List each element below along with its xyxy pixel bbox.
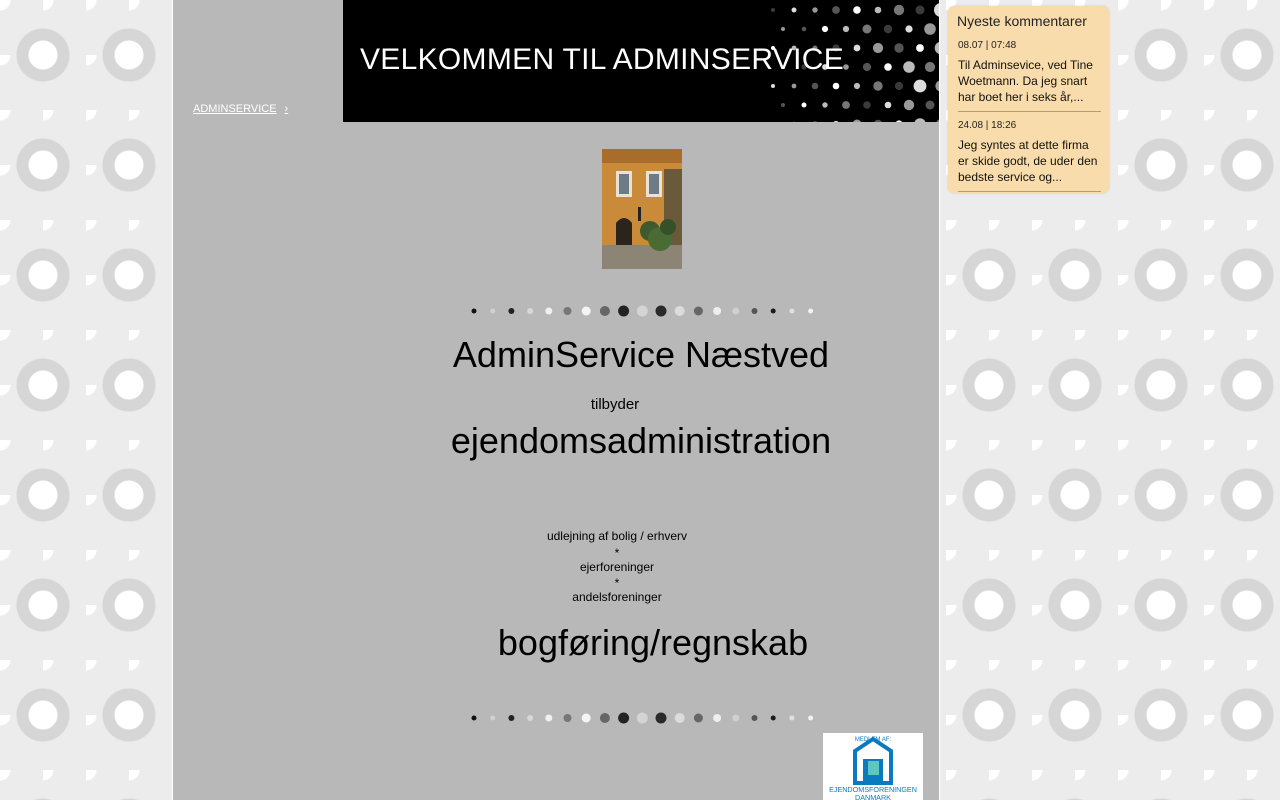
decorative-dot <box>822 102 827 107</box>
comment-divider <box>958 191 1101 192</box>
dot-divider-bottom <box>463 711 823 725</box>
decorative-dot <box>771 84 775 88</box>
decorative-dot <box>713 307 721 315</box>
badge-org-line1: EJENDOMSFORENINGEN <box>829 785 917 794</box>
decorative-dot <box>936 119 939 122</box>
decorative-dot <box>752 308 758 314</box>
decorative-dot <box>675 306 685 316</box>
building-photo <box>602 149 682 269</box>
decorative-dot <box>924 23 936 35</box>
decorative-dot <box>675 713 685 723</box>
comment-text[interactable]: Til Adminsevice, ved Tine Woetmann. Da jeg snart har boet her i seks år,... <box>958 58 1093 104</box>
dot-divider-top <box>463 304 823 318</box>
decorative-dot <box>833 83 840 90</box>
decorative-dot <box>527 308 533 314</box>
decorative-dot <box>885 102 892 109</box>
comment-divider <box>958 111 1101 112</box>
decorative-dot <box>894 43 903 52</box>
decorative-dot <box>884 63 892 71</box>
decorative-dot <box>812 7 817 12</box>
decorative-dot <box>822 26 828 32</box>
decorative-dot <box>895 120 902 122</box>
decorative-dot <box>781 103 785 107</box>
decorative-dot <box>472 309 477 314</box>
decorative-dot <box>656 306 667 317</box>
decorative-dot <box>732 308 739 315</box>
decorative-dot <box>789 716 794 721</box>
service-item: andelsforeninger <box>572 590 662 604</box>
decorative-dot <box>694 714 703 723</box>
decorative-dot <box>771 309 776 314</box>
decorative-dot <box>894 5 904 15</box>
decorative-dot <box>618 713 629 724</box>
decorative-dot <box>884 25 892 33</box>
decorative-dot <box>895 82 903 90</box>
offers-label: tilbyder <box>590 396 640 413</box>
decorative-dot <box>656 713 667 724</box>
decorative-dot <box>771 8 775 12</box>
decorative-dot <box>854 45 861 52</box>
service-item: udlejning af bolig / erhverv <box>546 529 688 543</box>
decorative-dot <box>926 101 935 110</box>
nav-link-label[interactable]: ADMINSERVICE <box>193 103 277 115</box>
badge-member-label: MEDLEM AF: <box>854 737 892 743</box>
decorative-dot <box>935 42 939 55</box>
decorative-dot <box>637 306 648 317</box>
decorative-dot <box>564 307 572 315</box>
decorative-dot <box>490 309 495 314</box>
decorative-dot <box>694 307 703 316</box>
decorative-dot <box>925 62 935 72</box>
decorative-dot <box>863 101 871 109</box>
decorative-dot <box>490 716 495 721</box>
decorative-dot <box>874 120 882 122</box>
decorative-dot <box>802 27 807 32</box>
decorative-dot <box>843 26 849 32</box>
decorative-dot <box>842 101 850 109</box>
main-content <box>343 0 940 800</box>
decorative-dot <box>582 714 591 723</box>
service-item: ejerforeninger <box>579 560 655 574</box>
decorative-dot <box>916 44 924 52</box>
comments-title: Nyeste kommentarer <box>957 13 1087 29</box>
decorative-dot <box>600 306 610 316</box>
service-main: ejendomsadministration <box>450 420 832 461</box>
decorative-dot <box>508 308 514 314</box>
decorative-dot <box>564 714 572 722</box>
decorative-dot <box>935 80 939 91</box>
decorative-dot <box>873 43 883 53</box>
decorative-dot <box>833 121 839 122</box>
decorative-dot <box>863 63 871 71</box>
decorative-dot <box>914 118 926 122</box>
decorative-dot <box>903 61 915 73</box>
page-header <box>343 0 939 122</box>
decorative-dot <box>713 714 721 722</box>
latest-comments-widget <box>948 6 1109 193</box>
comment-text[interactable]: Jeg syntes at dette firma er skide godt, de uder den bedste service og... <box>958 138 1098 184</box>
decorative-dot <box>905 25 912 32</box>
decorative-dot <box>812 83 819 90</box>
decorative-dot <box>781 27 785 31</box>
decorative-dot <box>637 713 648 724</box>
comment-date: 08.07 | 07:48 <box>958 40 1017 51</box>
chevron-right-icon: › <box>284 103 289 115</box>
decorative-dot <box>934 3 939 17</box>
membership-badge[interactable] <box>823 733 923 800</box>
service-accounting: bogføring/regnskab <box>497 622 809 663</box>
decorative-dot <box>812 121 818 122</box>
decorative-dot <box>853 120 862 123</box>
decorative-dot <box>582 307 591 316</box>
decorative-dot <box>508 715 514 721</box>
decorative-dot <box>802 103 807 108</box>
decorative-dot <box>732 715 739 722</box>
service-separator: * <box>614 545 620 560</box>
decorative-dot <box>853 6 861 14</box>
decorative-dot <box>600 713 610 723</box>
decorative-dot <box>832 6 840 14</box>
decorative-dot <box>527 715 533 721</box>
decorative-dot <box>916 6 925 15</box>
comment-date: 24.08 | 18:26 <box>958 120 1017 131</box>
decorative-dot <box>618 306 629 317</box>
decorative-dot <box>792 8 797 13</box>
decorative-dot <box>789 309 794 314</box>
decorative-dot <box>472 716 477 721</box>
badge-org-line2: DANMARK <box>855 793 891 800</box>
decorative-dot <box>914 80 927 93</box>
decorative-dot <box>808 716 813 721</box>
service-separator: * <box>614 575 620 590</box>
decorative-dot <box>545 308 552 315</box>
decorative-dot <box>792 84 797 89</box>
decorative-dot <box>808 309 813 314</box>
comment-item[interactable] <box>958 40 1101 112</box>
main-heading: AdminService Næstved <box>452 334 830 375</box>
decorative-dot <box>545 715 552 722</box>
decorative-dot <box>771 716 776 721</box>
services-list <box>319 529 915 605</box>
decorative-dot <box>863 25 872 34</box>
decorative-dot <box>752 715 758 721</box>
page-title: VELKOMMEN TIL ADMINSERVICE <box>360 43 845 76</box>
decorative-dot <box>873 81 882 90</box>
nav-link-adminservice[interactable] <box>193 103 288 115</box>
decorative-dot <box>854 83 860 89</box>
comment-item[interactable] <box>958 120 1101 192</box>
decorative-dot <box>904 100 914 110</box>
decorative-dot <box>875 7 882 14</box>
